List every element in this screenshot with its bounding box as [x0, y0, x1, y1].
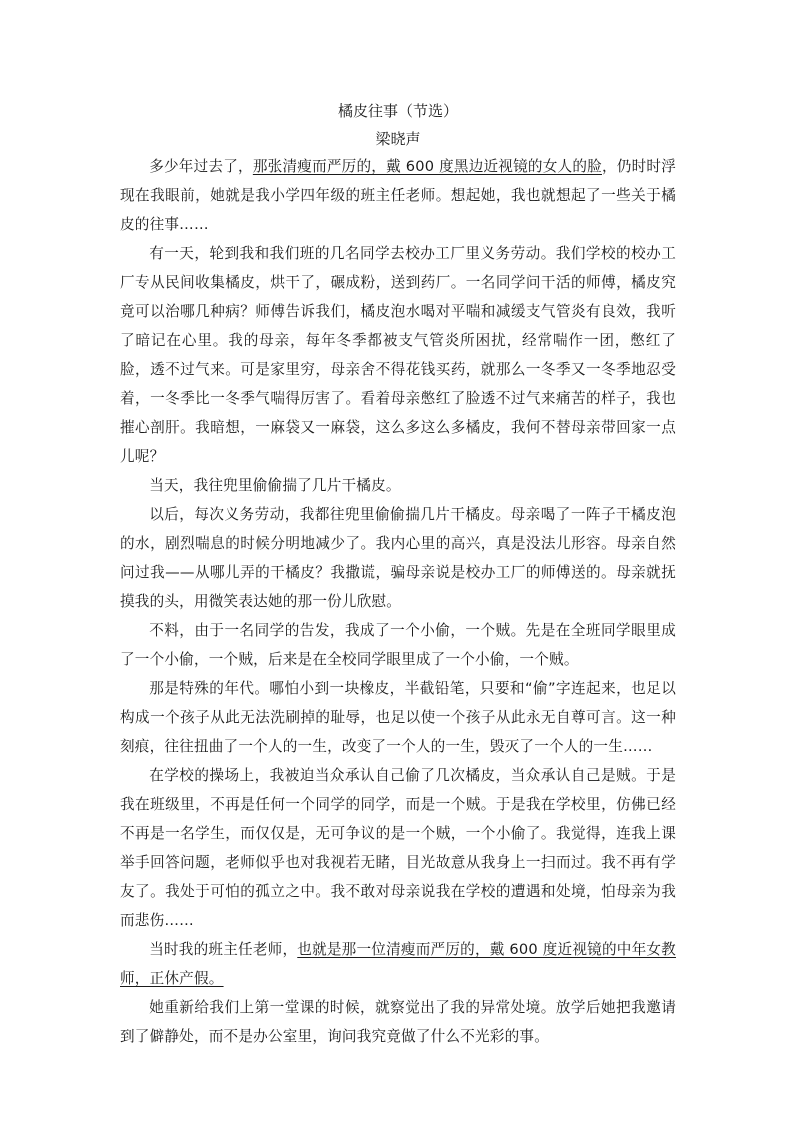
paragraph-2: 有一天，轮到我和我们班的几名同学去校办工厂里义务劳动。我们学校的校办工厂专从民间收集橘皮，烘干了，碾成粉，送到药厂。一名同学问干活的师傅，橘皮究竟可以治哪几种病？师傅告诉我们，橘皮泡水喝对平喘和减缓支气管炎有良效，我听了暗记在心里。我的母亲，每年冬季都被支气管炎所困扰，经常喘作一团，憋红了脸，透不过气来。可是家里穷，母亲舍不得花钱买药，就那么一冬季又一冬季地忍受着，一冬季比一冬季气喘得厉害了。看着母亲憋红了脸透不过气来痛苦的样子，我也摧心剖肝。我暗想，一麻袋又一麻袋，这么多这么多橘皮，我何不替母亲带回家一点儿呢？	[120, 245, 676, 465]
paragraph-text: 多少年过去了，	[149, 158, 253, 175]
paragraph-1	[120, 152, 676, 239]
paragraph-8	[120, 935, 676, 993]
paragraph-9: 她重新给我们上第一堂课的时候，就察觉出了我的异常处境。放学后她把我邀请到了僻静处，而不是办公室里，询问我究竟做了什么不光彩的事。	[120, 999, 676, 1045]
underlined-phrase: 也就是那一位清瘦而严厉的，戴 600 度近视镜的中年女教师，正休产假。	[120, 941, 676, 987]
paragraph-6: 那是特殊的年代。哪怕小到一块橡皮，半截铅笔，只要和“偷”字连起来，也足以构成一个孩子从此无法洗刷掉的耻辱，也足以使一个孩子从此永无自尊可言。这一种刻痕，往往扭曲了一个人的一生，改变了一个人的一生，毁灭了一个人的一生……	[120, 680, 676, 755]
article-author: 梁晓声	[375, 130, 421, 148]
paragraph-5: 不料，由于一名同学的告发，我成了一个小偷，一个贼。先是在全班同学眼里成了一个小偷，一个贼，后来是在全校同学眼里成了一个小偷，一个贼。	[120, 622, 676, 668]
paragraph-text: 当时我的班主任老师，	[149, 941, 298, 958]
paragraph-7: 在学校的操场上，我被迫当众承认自己偷了几次橘皮，当众承认自己是贼。于是我在班级里，不再是任何一个同学的同学，而是一个贼。于是我在学校里，仿佛已经不再是一名学生，而仅仅是，无可争议的是一个贼，一个小偷了。我觉得，连我上课举手回答问题，老师似乎也对我视若无睹，目光故意从我身上一扫而过。我不再有学友了。我处于可怕的孤立之中。我不敢对母亲说我在学校的遭遇和处境，怕母亲为我而悲伤……	[120, 767, 676, 929]
paragraph-text: ，仍时时浮现在我眼前，她就是我小学四年级的班主任老师。想起她，我也就想起了一些关于橘皮的往事……	[120, 158, 676, 233]
underlined-phrase: 那张清瘦而严厉的，戴 600 度黑边近视镜的女人的脸	[252, 158, 602, 175]
document-page	[120, 98, 676, 1051]
paragraph-4: 以后，每次义务劳动，我都往兜里偷偷揣几片干橘皮。母亲喝了一阵子干橘皮泡的水，剧烈喘息的时候分明地减少了。我内心里的高兴，真是没法儿形容。母亲自然问过我——从哪儿弄的干橘皮？我撒谎，骗母亲说是校办工厂的师傅送的。母亲就抚摸我的头，用微笑表达她的那一份儿欣慰。	[120, 506, 676, 610]
article-title: 橘皮往事（节选）	[337, 102, 458, 120]
paragraph-3: 当天，我往兜里偷偷揣了几片干橘皮。	[149, 477, 401, 494]
